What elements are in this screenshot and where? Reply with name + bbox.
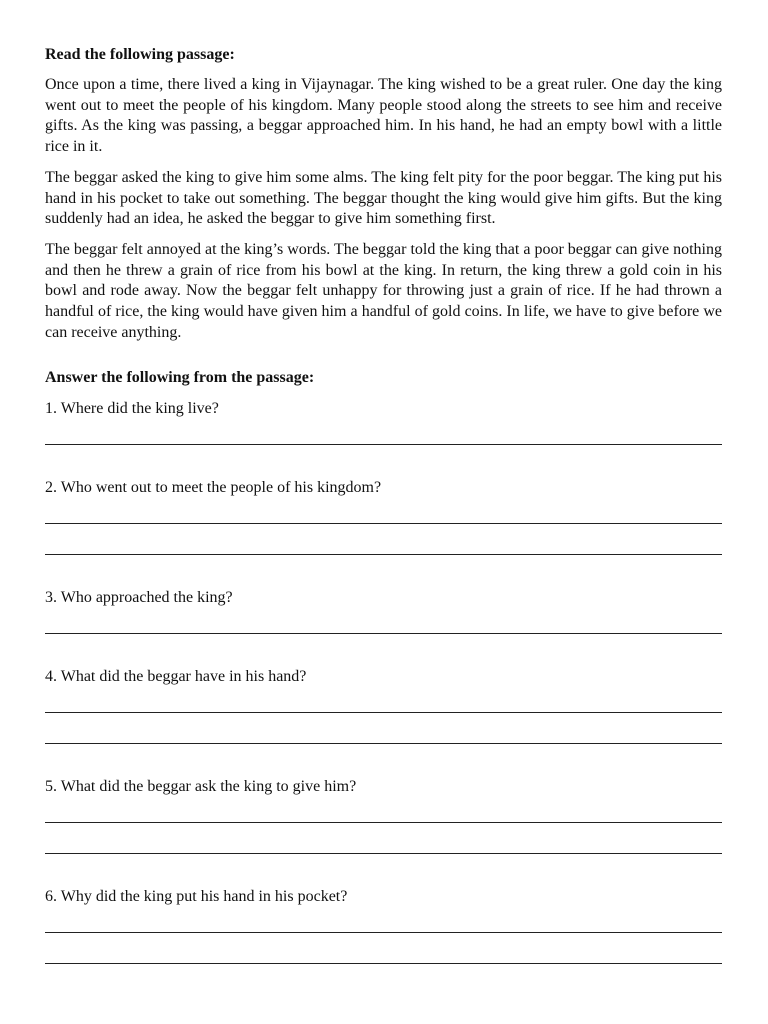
answer-line[interactable] <box>45 932 722 933</box>
question-block <box>45 477 722 555</box>
question-spacer <box>45 854 722 886</box>
question-text: 4. What did the beggar have in his hand? <box>45 668 307 686</box>
answer-line[interactable] <box>45 822 722 823</box>
questions-heading: Answer the following from the passage: <box>45 369 315 387</box>
question-spacer <box>45 744 722 776</box>
passage-paragraph-1: Once upon a time, there lived a king in Vijaynagar. The king wished to be a great ruler. One day the king went out to meet the people of his kingdom. Many people stood along the streets to see him and receive gifts. As the king was passing, a beggar approached him. In his hand, he had an empty bowl with a little rice in it. <box>45 76 722 156</box>
answer-line[interactable] <box>45 523 722 524</box>
answer-line[interactable] <box>45 963 722 964</box>
question-block <box>45 666 722 744</box>
question-text: 1. Where did the king live? <box>45 400 219 418</box>
question-block <box>45 398 722 445</box>
question-spacer <box>45 555 722 587</box>
worksheet-page <box>45 44 722 964</box>
question-spacer <box>45 445 722 477</box>
passage-heading: Read the following passage: <box>45 46 235 63</box>
question-text: 6. Why did the king put his hand in his pocket? <box>45 888 348 906</box>
passage-paragraph-3: The beggar felt annoyed at the king’s words. The beggar told the king that a poor beggar can give nothing and then he threw a grain of rice from his bowl at the king. In return, the king threw a gold coin in his bowl and rode away. Now the beggar felt unhappy for throwing just a grain of rice. If he had thrown a handful of rice, the king would have given him a handful of gold coins. In life, we have to give before we can receive anything. <box>45 240 722 341</box>
question-spacer <box>45 634 722 666</box>
question-list <box>45 398 722 964</box>
question-block <box>45 587 722 634</box>
question-text: 2. Who went out to meet the people of his kingdom? <box>45 479 382 497</box>
question-text: 3. Who approached the king? <box>45 589 233 607</box>
question-text: 5. What did the beggar ask the king to give him? <box>45 778 357 796</box>
passage-paragraph-2: The beggar asked the king to give him some alms. The king felt pity for the poor beggar. The king put his hand in his pocket to take out something. The beggar thought the king would give him gifts. But the king suddenly had an idea, he asked the beggar to give him something first. <box>45 168 722 228</box>
question-block <box>45 886 722 964</box>
question-block <box>45 776 722 854</box>
answer-line[interactable] <box>45 712 722 713</box>
